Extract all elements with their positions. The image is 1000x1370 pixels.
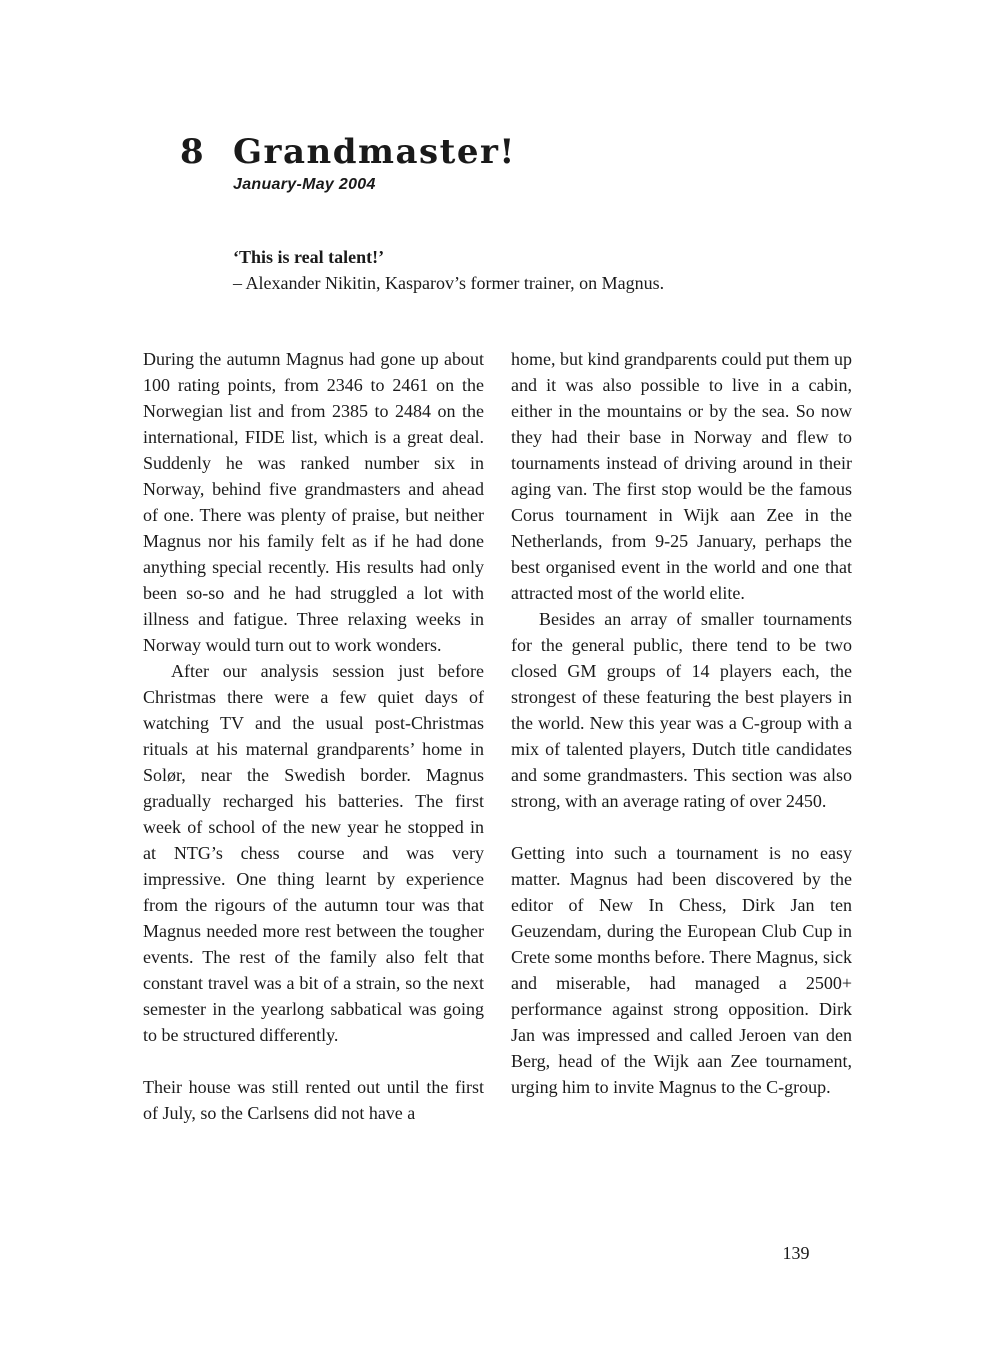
epigraph-attribution: – Alexander Nikitin, Kasparov’s former trainer, on Magnus. [233,273,665,293]
chapter-number: 8 [180,132,205,172]
paragraph: Their house was still rented out until the first of July, so the Carlsens did not have a [143,1077,484,1123]
paragraph: During the autumn Magnus had gone up about 100 rating points, from 2346 to 2461 on the Norwegian list and from 2385 to 2484 on the international, FIDE list, which is a great deal. Suddenly he was ranked number six in Norway, behind five grandmasters and ahead of one. There was plenty of praise, but neither Magnus nor his family felt as if he had done anything special recently. His results had only been so-so and he had struggled a lot with illness and fatigue. Three relaxing weeks in Norway would turn out to work wonders. [143,349,484,655]
paragraph: After our analysis session just before Christmas there were a few quiet days of watching TV and the usual post-Christmas rituals at his maternal grandparents’ home in Solør, near the Swedish border. Magnus gradually recharged his batteries. The first week of school of the new year he stopped in at NTG’s chess course and was very impressive. One thing learnt by experience from the rigours of the autumn tour was that Magnus needed more rest between the tougher events. The rest of the family also felt that constant travel was a bit of a strain, so the next semester in the yearlong sabbatical was going to be structured differently. [143,661,484,1045]
epigraph [233,244,873,296]
chapter-title-row [180,132,880,172]
chapter-subtitle: January-May 2004 [233,176,376,193]
right-column [511,346,852,1100]
epigraph-quote: ‘This is real talent!’ [233,247,385,267]
chapter-title: Grandmaster! [233,132,516,172]
paragraph: home, but kind grandparents could put them up and it was also possible to live in a cabin, either in the mountains or by the sea. So now they had their base in Norway and flew to tournaments instead of driving around in their aging van. The first stop would be the famous Corus tournament in Wijk aan Zee in the Netherlands, from 9-25 January, perhaps the best organised event in the world and one that attracted most of the world elite. [511,349,852,603]
page-number: 139 [782,1243,810,1263]
paragraph: Getting into such a tournament is no easy matter. Magnus had been discovered by the editor of New In Chess, Dirk Jan ten Geuzendam, during the European Club Cup in Crete some months before. There Magnus, sick and miserable, had managed a 2500+ performance against strong opposition. Dirk Jan was impressed and called Jeroen van den Berg, head of the Wijk aan Zee tournament, urging him to invite Magnus to the C-group. [511,843,852,1097]
chapter-header [180,132,880,194]
left-column [143,346,484,1126]
paragraph: Besides an array of smaller tournaments for the general public, there tend to be two closed GM groups of 14 players each, the strongest of these featuring the best players in the world. New this year was a C-group with a mix of talented players, Dutch title candidates and some grandmasters. This section was also strong, with an average rating of over 2450. [511,609,852,811]
